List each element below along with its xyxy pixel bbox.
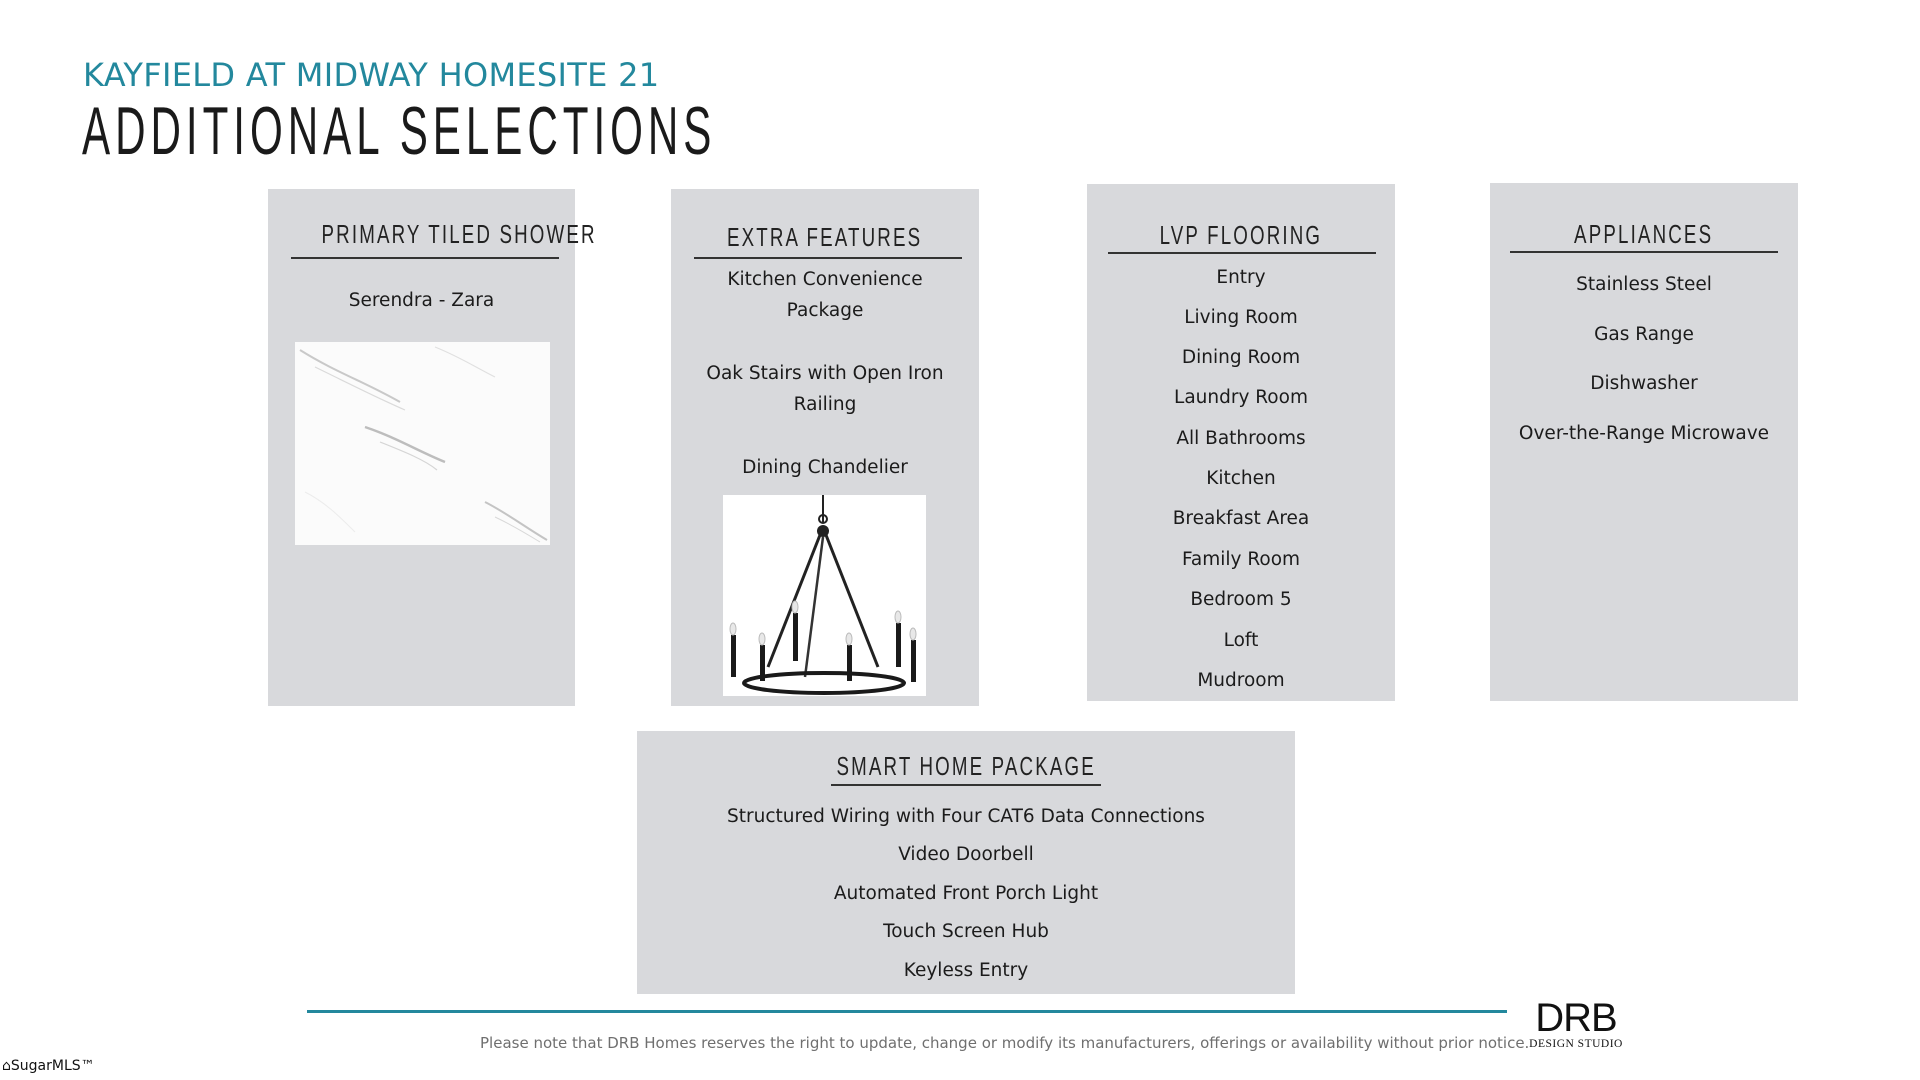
list-item: Package	[786, 300, 864, 321]
list-item: Entry	[1216, 267, 1266, 288]
heading-rule	[1108, 252, 1376, 254]
list-item: Dining Room	[1181, 347, 1301, 368]
list-item: Video Doorbell	[898, 844, 1034, 865]
list-item: Serendra - Zara	[348, 290, 495, 311]
list-item: Laundry Room	[1174, 387, 1308, 408]
list-item: Railing	[793, 394, 857, 415]
list-item: Dining Chandelier	[742, 457, 908, 478]
list-item: Loft	[1223, 630, 1259, 651]
list-item: Bedroom 5	[1190, 589, 1292, 610]
heading-rule	[291, 257, 559, 259]
list-item: Breakfast Area	[1172, 508, 1310, 529]
panel-smart-home-package	[637, 731, 1295, 994]
list-item: Mudroom	[1197, 670, 1285, 691]
list-item: Automated Front Porch Light	[833, 883, 1099, 904]
panel-heading: APPLIANCES	[1574, 219, 1714, 249]
chandelier-image	[723, 495, 926, 696]
list-item: Kitchen	[1206, 468, 1276, 489]
list-item: Dishwasher	[1590, 373, 1698, 394]
house-icon: ⌂	[2, 1058, 11, 1074]
panel-heading: SMART HOME PACKAGE	[836, 751, 1096, 781]
list-item: All Bathrooms	[1176, 428, 1306, 449]
heading-rule	[694, 257, 962, 259]
list-item: Family Room	[1181, 549, 1301, 570]
list-item: Stainless Steel	[1576, 274, 1712, 295]
panel-primary-tiled-shower	[268, 189, 597, 706]
logo-mark: DRB	[1535, 996, 1617, 1040]
heading-rule	[1510, 251, 1778, 253]
list-item: Kitchen Convenience	[727, 269, 923, 290]
page-title: ADDITIONAL SELECTIONS	[82, 93, 717, 169]
footer-divider	[307, 1010, 1507, 1013]
panel-heading: LVP FLOORING	[1159, 220, 1323, 250]
list-item: Touch Screen Hub	[883, 921, 1049, 942]
list-item: Living Room	[1184, 307, 1298, 328]
list-item: Oak Stairs with Open Iron	[706, 363, 944, 384]
panel-heading: PRIMARY TILED SHOWER	[321, 219, 597, 249]
list-item: Over-the-Range Microwave	[1518, 423, 1770, 444]
mls-label: SugarMLS™	[10, 1058, 95, 1074]
heading-rule	[831, 784, 1101, 786]
list-item: Structured Wiring with Four CAT6 Data Connections	[727, 806, 1205, 827]
panel-lvp-flooring	[1087, 184, 1395, 701]
panel-extra-features	[671, 189, 979, 706]
disclaimer-text: Please note that DRB Homes reserves the right to update, change or modify its manufacturers, offerings or availability without prior notice.	[480, 1034, 1530, 1052]
mls-watermark	[2, 1058, 95, 1074]
drb-design-studio-logo	[1526, 996, 1626, 1052]
panel-appliances	[1490, 183, 1798, 701]
logo-subtitle: DESIGN STUDIO	[1529, 1038, 1623, 1050]
list-item: Keyless Entry	[903, 960, 1029, 981]
chandelier-icon	[723, 495, 926, 696]
marble-tile-image	[295, 342, 550, 545]
panel-heading: EXTRA FEATURES	[727, 222, 923, 252]
marble-texture	[295, 342, 550, 545]
homesite-subtitle: KAYFIELD AT MIDWAY HOMESITE 21	[83, 56, 660, 94]
list-item: Gas Range	[1594, 324, 1694, 345]
